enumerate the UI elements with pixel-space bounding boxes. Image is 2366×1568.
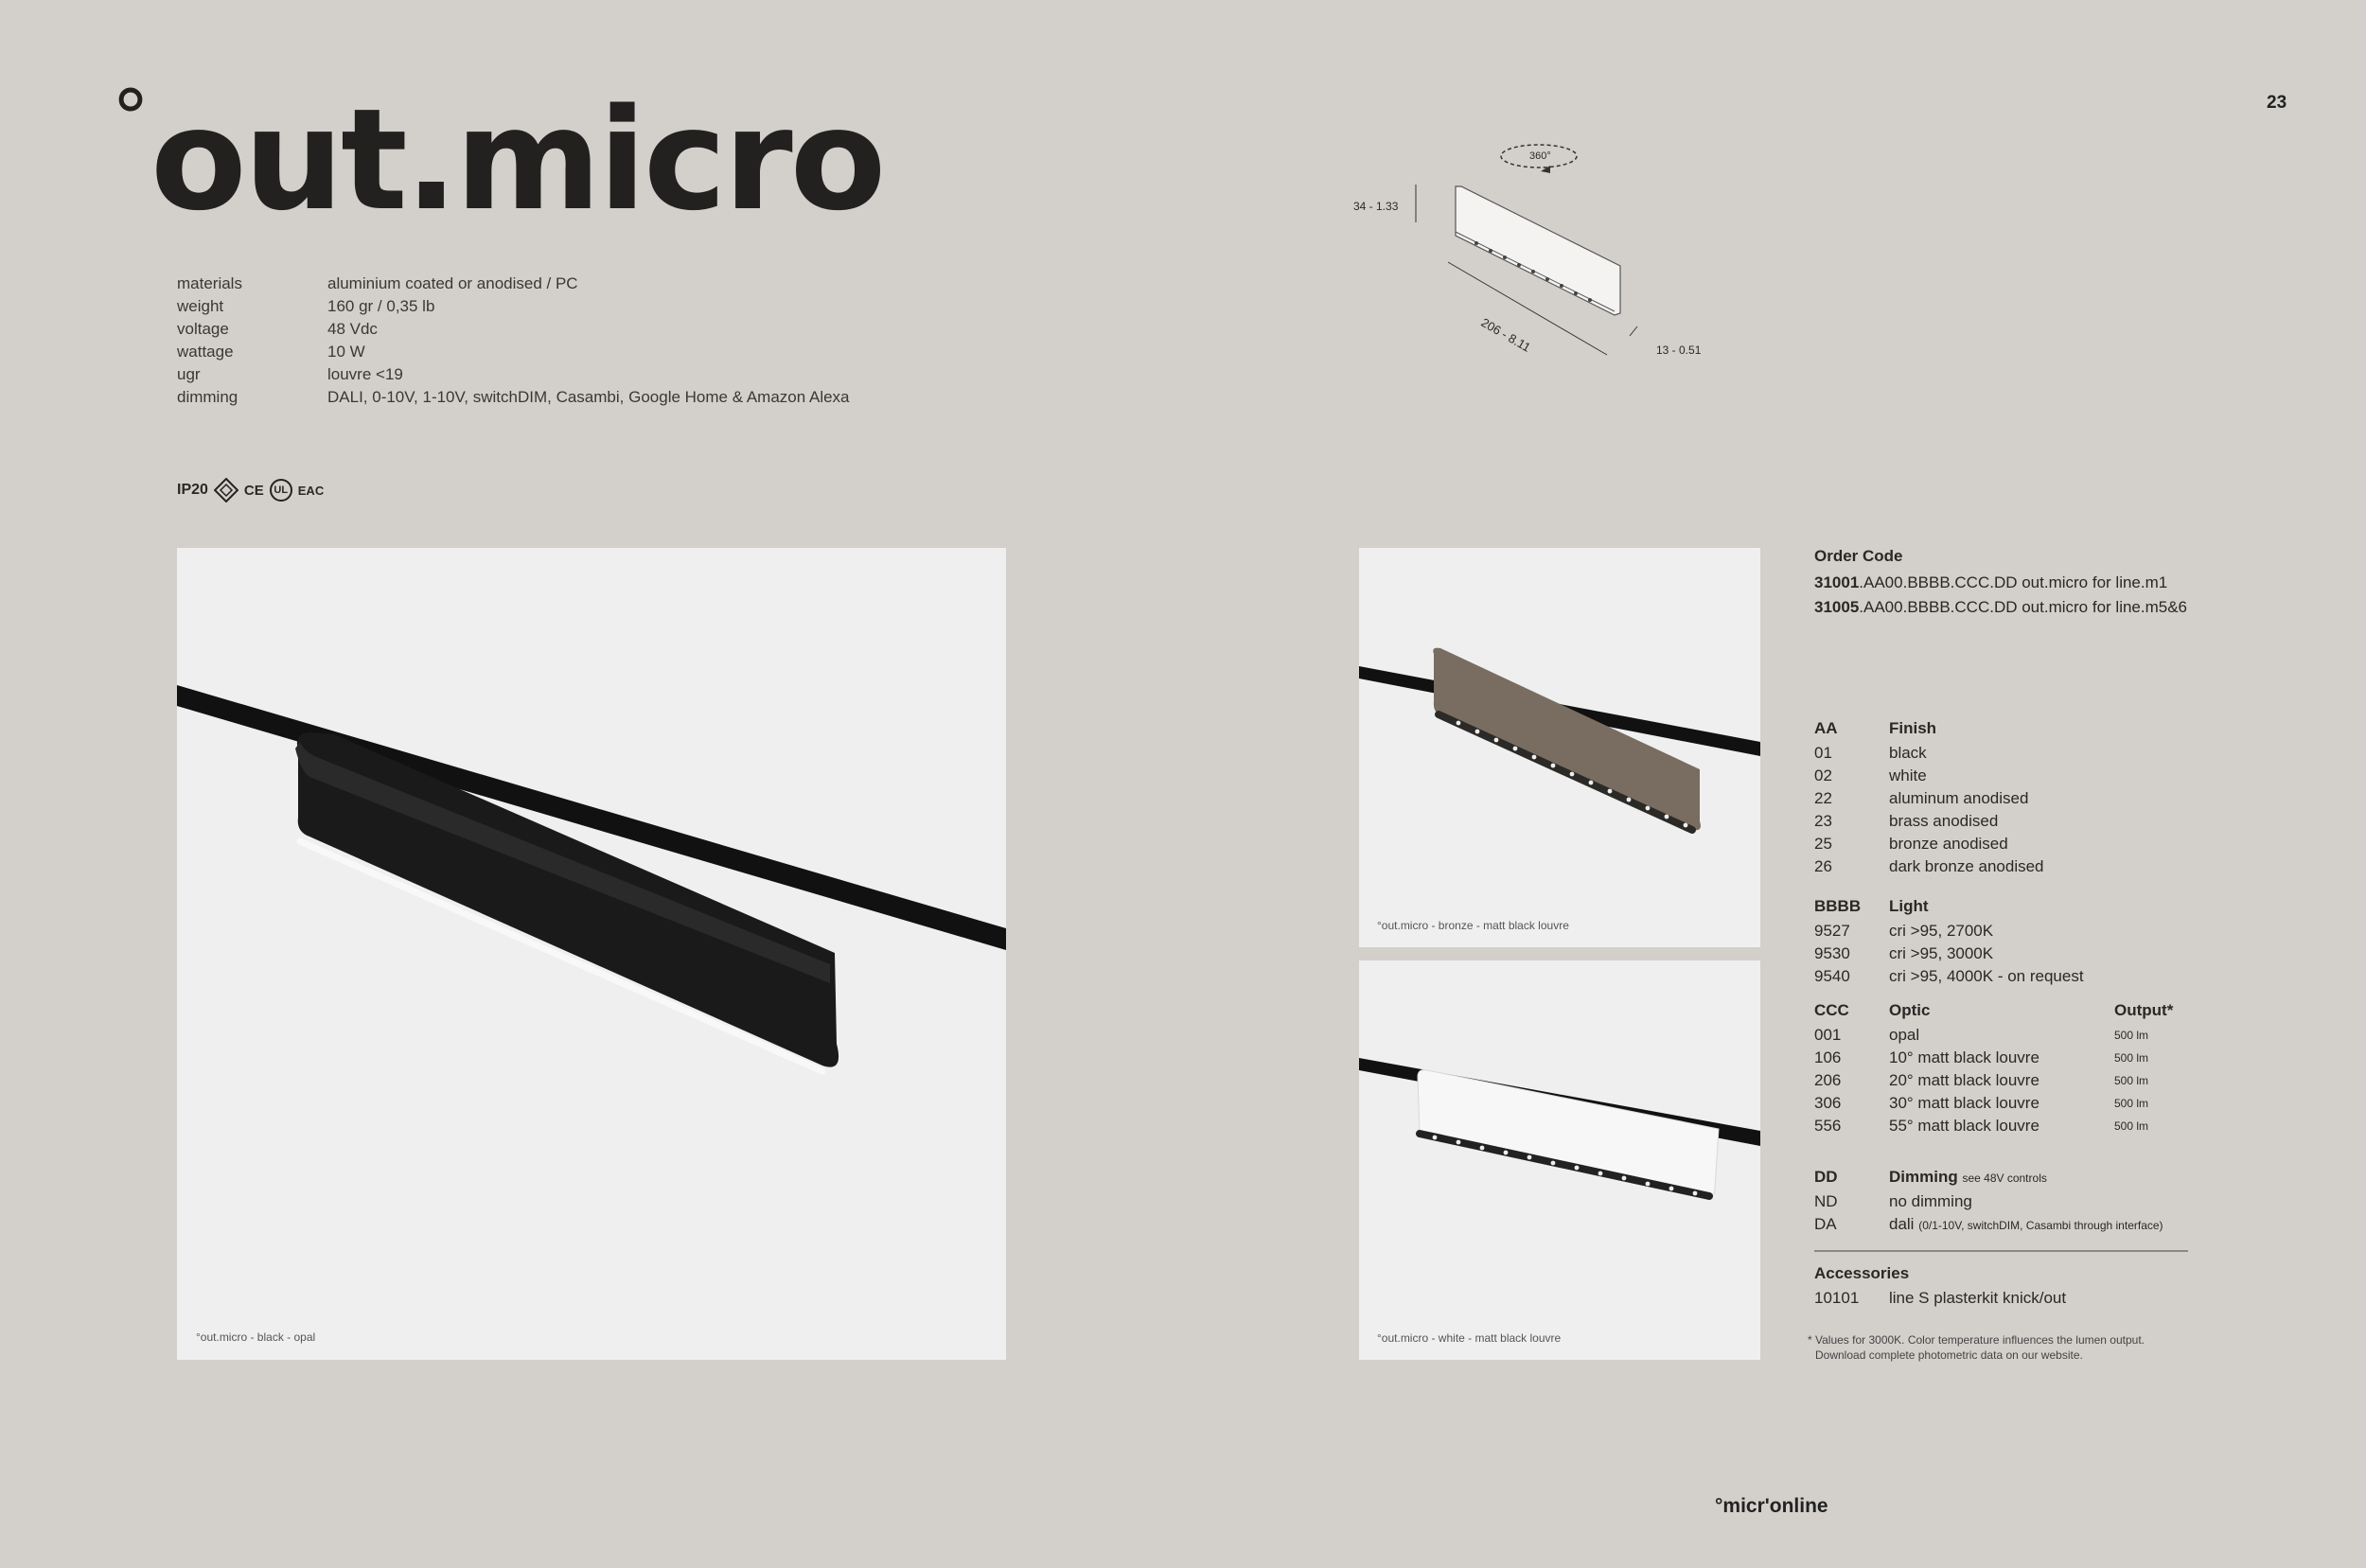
row-code: 106 — [1814, 1048, 1842, 1066]
spec-row — [177, 363, 850, 386]
column-title: Finish — [1889, 719, 1937, 737]
code-prefix: 31005 — [1814, 598, 1860, 616]
row-value: 10° matt black louvre — [1889, 1048, 2039, 1066]
row-code: DA — [1814, 1215, 1837, 1233]
photo-caption: °out.micro - bronze - matt black louvre — [1377, 919, 1569, 932]
row-code: 001 — [1814, 1026, 1842, 1044]
table-row — [1814, 765, 2114, 787]
row-value: aluminum anodised — [1889, 789, 2029, 807]
row-output: 500 lm — [2114, 1074, 2149, 1087]
spec-key: materials — [177, 274, 242, 292]
column-output: Output* — [2114, 1001, 2174, 1019]
column-code: DD — [1814, 1168, 1838, 1186]
footnote-line: * Values for 3000K. Color temperature influences the lumen output. — [1808, 1333, 2145, 1347]
footer-brand: °micr'online — [1715, 1495, 1828, 1517]
table-header — [1814, 1260, 2192, 1287]
table-header — [1814, 893, 2192, 920]
photo-caption: °out.micro - white - matt black louvre — [1377, 1331, 1562, 1345]
divider — [1814, 1250, 2188, 1252]
certification-marks — [177, 478, 324, 502]
row-code: 206 — [1814, 1071, 1842, 1089]
row-value: 55° matt black louvre — [1889, 1117, 2039, 1135]
table-row — [1814, 1213, 2211, 1236]
product-title — [112, 74, 884, 241]
table-row — [1814, 833, 2114, 855]
product-photo-bronze — [1359, 548, 1760, 947]
row-value: cri >95, 3000K — [1889, 944, 1994, 962]
page-number: 23 — [2267, 93, 2287, 113]
spec-key: dimming — [177, 388, 238, 406]
black-luminaire-illustration — [177, 548, 1006, 1360]
row-value: dali — [1889, 1215, 1915, 1233]
spec-key: ugr — [177, 365, 201, 383]
order-code-line — [1814, 598, 2269, 617]
spec-key: voltage — [177, 320, 229, 338]
row-code: ND — [1814, 1192, 1838, 1210]
code-suffix: .AA00.BBBB.CCC.DD out.micro for line.m5&6 — [1859, 598, 2188, 616]
row-output: 500 lm — [2114, 1029, 2149, 1042]
order-code-title: Order Code — [1814, 547, 1903, 565]
product-photo-black — [177, 548, 1006, 1360]
product-name: out.micro — [150, 79, 884, 241]
row-code: 22 — [1814, 789, 1832, 807]
row-value: brass anodised — [1889, 812, 1999, 830]
ul-mark: UL — [270, 479, 292, 502]
table-row — [1814, 787, 2114, 810]
order-code-line — [1814, 573, 2269, 592]
order-code-section — [1814, 547, 2269, 623]
row-value: black — [1889, 744, 1927, 762]
dimension-drawing-svg — [1344, 137, 1722, 364]
row-subnote: (0/1-10V, switchDIM, Casambi through interface) — [1918, 1219, 2163, 1232]
spec-row — [177, 273, 850, 295]
table-row — [1814, 943, 2192, 965]
spec-row — [177, 341, 850, 363]
table-row — [1814, 1024, 2173, 1047]
row-code: 10101 — [1814, 1289, 1860, 1307]
eac-mark: EAC — [297, 483, 325, 498]
column-code: AA — [1814, 719, 1838, 737]
product-photo-white — [1359, 960, 1760, 1360]
ce-mark: CE — [243, 482, 264, 499]
row-code: 9530 — [1814, 944, 1850, 962]
row-output: 500 lm — [2114, 1097, 2149, 1110]
row-value: dark bronze anodised — [1889, 857, 2044, 875]
column-title: Dimming — [1889, 1168, 1958, 1186]
row-value: white — [1889, 766, 1927, 784]
spec-row — [177, 318, 850, 341]
accessories-table — [1814, 1260, 2192, 1310]
optic-table — [1814, 997, 2173, 1137]
row-code: 9540 — [1814, 967, 1850, 985]
table-row — [1814, 1287, 2192, 1310]
technical-drawing — [1344, 137, 1722, 364]
spec-row — [177, 295, 850, 318]
row-code: 306 — [1814, 1094, 1842, 1112]
diamond-cert-icon — [214, 478, 238, 502]
spec-value: aluminium coated or anodised / PC — [327, 274, 578, 292]
width-dimension: 13 - 0.51 — [1656, 344, 1702, 357]
spec-row — [177, 386, 850, 409]
row-value: 20° matt black louvre — [1889, 1071, 2039, 1089]
table-row — [1814, 1069, 2173, 1092]
table-row — [1814, 1115, 2173, 1137]
row-code: 25 — [1814, 835, 1832, 853]
code-prefix: 31001 — [1814, 573, 1860, 591]
table-header — [1814, 997, 2173, 1024]
row-code: 23 — [1814, 812, 1832, 830]
row-output: 500 lm — [2114, 1051, 2149, 1065]
finish-table — [1814, 715, 2114, 878]
rotation-label: 360° — [1529, 150, 1551, 162]
code-suffix: .AA00.BBBB.CCC.DD out.micro for line.m1 — [1859, 573, 2168, 591]
row-code: 01 — [1814, 744, 1832, 762]
row-output: 500 lm — [2114, 1119, 2149, 1133]
row-value: 30° matt black louvre — [1889, 1094, 2039, 1112]
column-code: CCC — [1814, 1001, 1849, 1019]
row-value: cri >95, 2700K — [1889, 922, 1994, 940]
table-row — [1814, 742, 2114, 765]
row-value: no dimming — [1889, 1192, 1972, 1210]
bronze-luminaire-illustration — [1359, 548, 1760, 947]
column-title: Accessories — [1814, 1264, 1910, 1282]
white-luminaire-illustration — [1359, 960, 1760, 1360]
spec-value: 160 gr / 0,35 lb — [327, 297, 435, 315]
spec-value: DALI, 0-10V, 1-10V, switchDIM, Casambi, Google Home & Amazon Alexa — [327, 388, 850, 406]
table-row — [1814, 1092, 2173, 1115]
length-dimension: 206 - 8.11 — [1478, 315, 1533, 355]
row-value: cri >95, 4000K - on request — [1889, 967, 2084, 985]
table-header — [1814, 1164, 2211, 1190]
row-value: bronze anodised — [1889, 835, 2008, 853]
row-code: 02 — [1814, 766, 1832, 784]
footnote-line: Download complete photometric data on our website. — [1815, 1348, 2083, 1362]
table-row — [1814, 855, 2114, 878]
table-header — [1814, 715, 2114, 742]
light-table — [1814, 893, 2192, 988]
height-dimension: 34 - 1.33 — [1353, 200, 1399, 213]
table-row — [1814, 1190, 2211, 1213]
degree-mark: ° — [112, 74, 147, 162]
table-row — [1814, 810, 2114, 833]
column-code: BBBB — [1814, 897, 1862, 915]
row-code: 556 — [1814, 1117, 1842, 1135]
table-row — [1814, 965, 2192, 988]
table-row — [1814, 920, 2192, 943]
photo-caption: °out.micro - black - opal — [196, 1330, 316, 1344]
row-code: 26 — [1814, 857, 1832, 875]
spec-value: 10 W — [327, 343, 365, 361]
spec-key: weight — [177, 297, 224, 315]
spec-value: 48 Vdc — [327, 320, 378, 338]
table-row — [1814, 1047, 2173, 1069]
column-title: Light — [1889, 897, 1929, 915]
row-value: line S plasterkit knick/out — [1889, 1289, 2067, 1307]
row-code: 9527 — [1814, 922, 1850, 940]
row-value: opal — [1889, 1026, 1920, 1044]
column-title: Optic — [1889, 1001, 1931, 1019]
ip-rating: IP20 — [177, 482, 208, 498]
spec-list — [177, 273, 850, 409]
dimming-note: see 48V controls — [1962, 1172, 2047, 1185]
footnote — [1808, 1332, 2145, 1363]
dimming-table — [1814, 1164, 2211, 1236]
spec-key: wattage — [177, 343, 234, 361]
spec-value: louvre <19 — [327, 365, 403, 383]
